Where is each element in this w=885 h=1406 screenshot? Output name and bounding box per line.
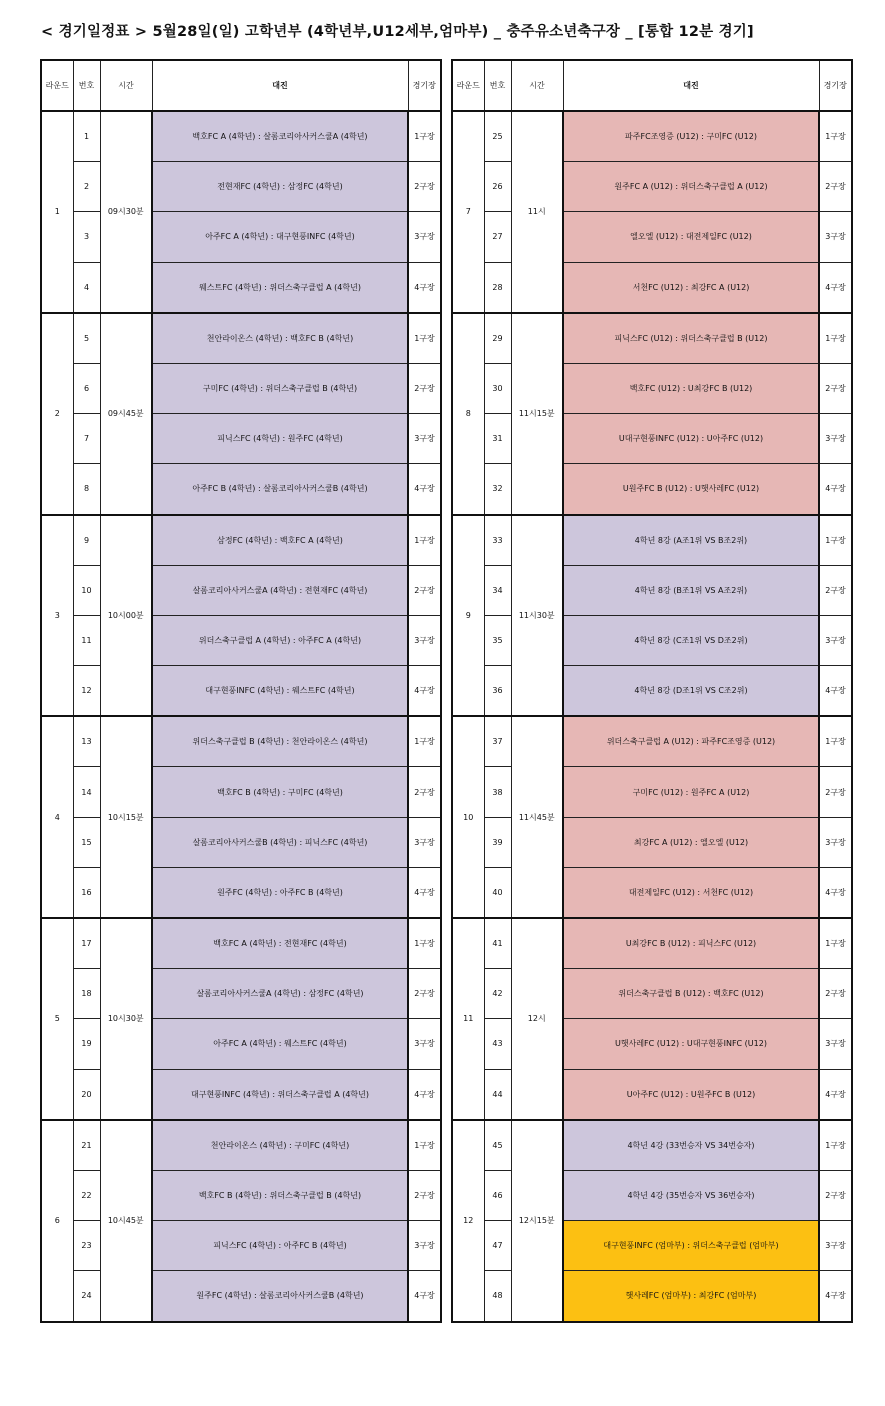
match-cell: 햇사레FC (엄마부) : 최강FC (엄마부) [563,1271,819,1322]
table-header-row [41,60,441,111]
header-number: 번호 [484,60,511,111]
table-row [41,716,441,767]
field-cell: 2구장 [819,565,852,615]
time-cell: 09시45분 [100,313,152,515]
time-cell: 11시15분 [511,313,563,515]
game-number-cell: 38 [484,767,511,817]
match-cell: 위더스축구클럽 A (4학년) : 아주FC A (4학년) [152,615,408,665]
game-number-cell: 29 [484,313,511,364]
field-cell: 1구장 [408,716,441,767]
match-cell: 웨스트FC (4학년) : 위더스축구클럽 A (4학년) [152,262,408,313]
field-cell: 2구장 [408,1170,441,1220]
field-cell: 1구장 [408,515,441,566]
match-cell: 4학년 8강 (D조1위 VS C조2위) [563,666,819,717]
field-cell: 4구장 [408,262,441,313]
game-number-cell: 22 [73,1170,100,1220]
match-cell: 4학년 8강 (B조1위 VS A조2위) [563,565,819,615]
table-row [41,313,441,364]
game-number-cell: 36 [484,666,511,717]
table-row [452,313,852,364]
match-cell: 대구현풍INFC (4학년) : 위더스축구클럽 A (4학년) [152,1069,408,1120]
game-number-cell: 26 [484,162,511,212]
field-cell: 1구장 [819,313,852,364]
match-cell: 위더스축구클럽 B (4학년) : 천안라이온스 (4학년) [152,716,408,767]
header-field: 경기장 [819,60,852,111]
field-cell: 1구장 [819,515,852,566]
field-cell: 3구장 [408,817,441,867]
field-cell: 4구장 [819,262,852,313]
game-number-cell: 7 [73,414,100,464]
time-cell: 12시15분 [511,1120,563,1322]
field-cell: 3구장 [408,615,441,665]
match-cell: 4학년 8강 (A조1위 VS B조2위) [563,515,819,566]
game-number-cell: 44 [484,1069,511,1120]
game-number-cell: 41 [484,918,511,969]
time-cell: 11시 [511,111,563,313]
match-cell: U햇사레FC (U12) : U대구현풍INFC (U12) [563,1019,819,1069]
match-cell: 피닉스FC (4학년) : 원주FC (4학년) [152,414,408,464]
game-number-cell: 48 [484,1271,511,1322]
field-cell: 1구장 [819,716,852,767]
round-cell: 10 [452,716,484,918]
game-number-cell: 15 [73,817,100,867]
game-number-cell: 28 [484,262,511,313]
field-cell: 4구장 [408,464,441,515]
game-number-cell: 16 [73,867,100,918]
round-cell: 2 [41,313,73,515]
game-number-cell: 31 [484,414,511,464]
field-cell: 2구장 [819,162,852,212]
round-cell: 9 [452,515,484,717]
round-cell: 12 [452,1120,484,1322]
match-cell: U최강FC B (U12) : 피닉스FC (U12) [563,918,819,969]
round-cell: 11 [452,918,484,1120]
time-cell: 11시30분 [511,515,563,717]
game-number-cell: 14 [73,767,100,817]
round-cell: 5 [41,918,73,1120]
round-cell: 7 [452,111,484,313]
table-row [41,111,441,162]
match-cell: U대구현풍INFC (U12) : U아주FC (U12) [563,414,819,464]
time-cell: 10시30분 [100,918,152,1120]
table-row [41,1120,441,1171]
game-number-cell: 4 [73,262,100,313]
match-cell: 엘오엘 (U12) : 대전제일FC (U12) [563,212,819,262]
match-cell: 피닉스FC (U12) : 위더스축구클럽 B (U12) [563,313,819,364]
table-row [41,515,441,566]
field-cell: 3구장 [408,1221,441,1271]
match-cell: 살롬코리아사커스쿨A (4학년) : 전현재FC (4학년) [152,565,408,615]
match-cell: 원주FC A (U12) : 위더스축구클럽 A (U12) [563,162,819,212]
match-cell: 대구현풍INFC (4학년) : 웨스트FC (4학년) [152,666,408,717]
game-number-cell: 35 [484,615,511,665]
game-number-cell: 19 [73,1019,100,1069]
match-cell: 파주FC조영증 (U12) : 구미FC (U12) [563,111,819,162]
game-number-cell: 1 [73,111,100,162]
game-number-cell: 21 [73,1120,100,1171]
match-cell: 삼정FC (4학년) : 백호FC A (4학년) [152,515,408,566]
match-cell: 백호FC A (4학년) : 전현재FC (4학년) [152,918,408,969]
field-cell: 1구장 [819,1120,852,1171]
match-cell: 아주FC A (4학년) : 웨스트FC (4학년) [152,1019,408,1069]
table-row [452,1120,852,1171]
header-field: 경기장 [408,60,441,111]
match-cell: 아주FC A (4학년) : 대구현풍INFC (4학년) [152,212,408,262]
match-cell: 살롬코리아사커스쿨B (4학년) : 피닉스FC (4학년) [152,817,408,867]
game-number-cell: 37 [484,716,511,767]
round-cell: 8 [452,313,484,515]
field-cell: 3구장 [408,1019,441,1069]
game-number-cell: 39 [484,817,511,867]
match-cell: 백호FC B (4학년) : 구미FC (4학년) [152,767,408,817]
field-cell: 1구장 [819,111,852,162]
header-match: 대진 [152,60,408,111]
match-cell: 백호FC (U12) : U최강FC B (U12) [563,363,819,413]
table-header-row [452,60,852,111]
header-round: 라운드 [41,60,73,111]
game-number-cell: 25 [484,111,511,162]
time-cell: 12시 [511,918,563,1120]
game-number-cell: 17 [73,918,100,969]
game-number-cell: 10 [73,565,100,615]
match-cell: 최강FC A (U12) : 엘오엘 (U12) [563,817,819,867]
field-cell: 4구장 [819,464,852,515]
field-cell: 1구장 [408,313,441,364]
match-cell: 4학년 4강 (35번승자 VS 36번승자) [563,1170,819,1220]
game-number-cell: 32 [484,464,511,515]
match-cell: 백호FC B (4학년) : 위더스축구클럽 B (4학년) [152,1170,408,1220]
match-cell: 위더스축구클럽 A (U12) : 파주FC조영증 (U12) [563,716,819,767]
game-number-cell: 46 [484,1170,511,1220]
game-number-cell: 23 [73,1221,100,1271]
match-cell: 천안라이온스 (4학년) : 백호FC B (4학년) [152,313,408,364]
match-cell: 원주FC (4학년) : 살롬코리아사커스쿨B (4학년) [152,1271,408,1322]
round-cell: 1 [41,111,73,313]
table-row [452,918,852,969]
field-cell: 2구장 [408,162,441,212]
game-number-cell: 43 [484,1019,511,1069]
game-number-cell: 27 [484,212,511,262]
round-cell: 4 [41,716,73,918]
game-number-cell: 34 [484,565,511,615]
field-cell: 4구장 [819,1069,852,1120]
match-cell: U원주FC B (U12) : U햇사레FC (U12) [563,464,819,515]
game-number-cell: 33 [484,515,511,566]
game-number-cell: 30 [484,363,511,413]
field-cell: 3구장 [819,817,852,867]
match-cell: 아주FC B (4학년) : 살롬코리아사커스쿨B (4학년) [152,464,408,515]
field-cell: 1구장 [819,918,852,969]
match-cell: 서천FC (U12) : 최강FC A (U12) [563,262,819,313]
schedule-table-right [451,59,853,1323]
game-number-cell: 2 [73,162,100,212]
header-time: 시간 [511,60,563,111]
field-cell: 3구장 [819,615,852,665]
header-match: 대진 [563,60,819,111]
round-cell: 3 [41,515,73,717]
field-cell: 2구장 [408,565,441,615]
field-cell: 3구장 [819,212,852,262]
match-cell: 위더스축구클럽 B (U12) : 백호FC (U12) [563,969,819,1019]
field-cell: 2구장 [819,1170,852,1220]
field-cell: 1구장 [408,918,441,969]
header-number: 번호 [73,60,100,111]
match-cell: 구미FC (U12) : 원주FC A (U12) [563,767,819,817]
time-cell: 09시30분 [100,111,152,313]
game-number-cell: 11 [73,615,100,665]
game-number-cell: 24 [73,1271,100,1322]
time-cell: 10시15분 [100,716,152,918]
game-number-cell: 20 [73,1069,100,1120]
field-cell: 2구장 [408,767,441,817]
time-cell: 10시45분 [100,1120,152,1322]
field-cell: 4구장 [408,867,441,918]
field-cell: 4구장 [408,666,441,717]
field-cell: 1구장 [408,111,441,162]
field-cell: 2구장 [408,363,441,413]
table-row [452,111,852,162]
field-cell: 4구장 [819,1271,852,1322]
field-cell: 2구장 [408,969,441,1019]
field-cell: 3구장 [408,414,441,464]
match-cell: 구미FC (4학년) : 위더스축구클럽 B (4학년) [152,363,408,413]
field-cell: 3구장 [408,212,441,262]
game-number-cell: 40 [484,867,511,918]
game-number-cell: 9 [73,515,100,566]
game-number-cell: 5 [73,313,100,364]
match-cell: 4학년 4강 (33번승자 VS 34번승자) [563,1120,819,1171]
field-cell: 2구장 [819,969,852,1019]
game-number-cell: 47 [484,1221,511,1271]
field-cell: 3구장 [819,414,852,464]
header-time: 시간 [100,60,152,111]
field-cell: 1구장 [408,1120,441,1171]
round-cell: 6 [41,1120,73,1322]
game-number-cell: 42 [484,969,511,1019]
field-cell: 4구장 [819,867,852,918]
field-cell: 2구장 [819,363,852,413]
match-cell: 살롬코리아사커스쿨A (4학년) : 삼정FC (4학년) [152,969,408,1019]
game-number-cell: 12 [73,666,100,717]
field-cell: 4구장 [819,666,852,717]
game-number-cell: 18 [73,969,100,1019]
match-cell: 천안라이온스 (4학년) : 구미FC (4학년) [152,1120,408,1171]
game-number-cell: 45 [484,1120,511,1171]
game-number-cell: 3 [73,212,100,262]
match-cell: 피닉스FC (4학년) : 아주FC B (4학년) [152,1221,408,1271]
match-cell: U아주FC (U12) : U원주FC B (U12) [563,1069,819,1120]
match-cell: 대구현풍INFC (엄마부) : 위더스축구클럽 (엄마부) [563,1221,819,1271]
schedule-table-left [40,59,442,1323]
page-title: < 경기일정표 > 5월28일(일) 고학년부 (4학년부,U12세부,엄마부) _ 충주유소년축구장 _ [통합 12분 경기] [41,24,754,40]
time-cell: 10시00분 [100,515,152,717]
field-cell: 3구장 [819,1221,852,1271]
header-round: 라운드 [452,60,484,111]
table-row [41,918,441,969]
match-cell: 백호FC A (4학년) : 살롬코리아사커스쿨A (4학년) [152,111,408,162]
match-cell: 대전제일FC (U12) : 서천FC (U12) [563,867,819,918]
field-cell: 2구장 [819,767,852,817]
game-number-cell: 13 [73,716,100,767]
match-cell: 원주FC (4학년) : 아주FC B (4학년) [152,867,408,918]
table-row [452,515,852,566]
time-cell: 11시45분 [511,716,563,918]
match-cell: 4학년 8강 (C조1위 VS D조2위) [563,615,819,665]
field-cell: 4구장 [408,1069,441,1120]
game-number-cell: 6 [73,363,100,413]
field-cell: 3구장 [819,1019,852,1069]
game-number-cell: 8 [73,464,100,515]
table-row [452,716,852,767]
field-cell: 4구장 [408,1271,441,1322]
match-cell: 전현재FC (4학년) : 삼정FC (4학년) [152,162,408,212]
